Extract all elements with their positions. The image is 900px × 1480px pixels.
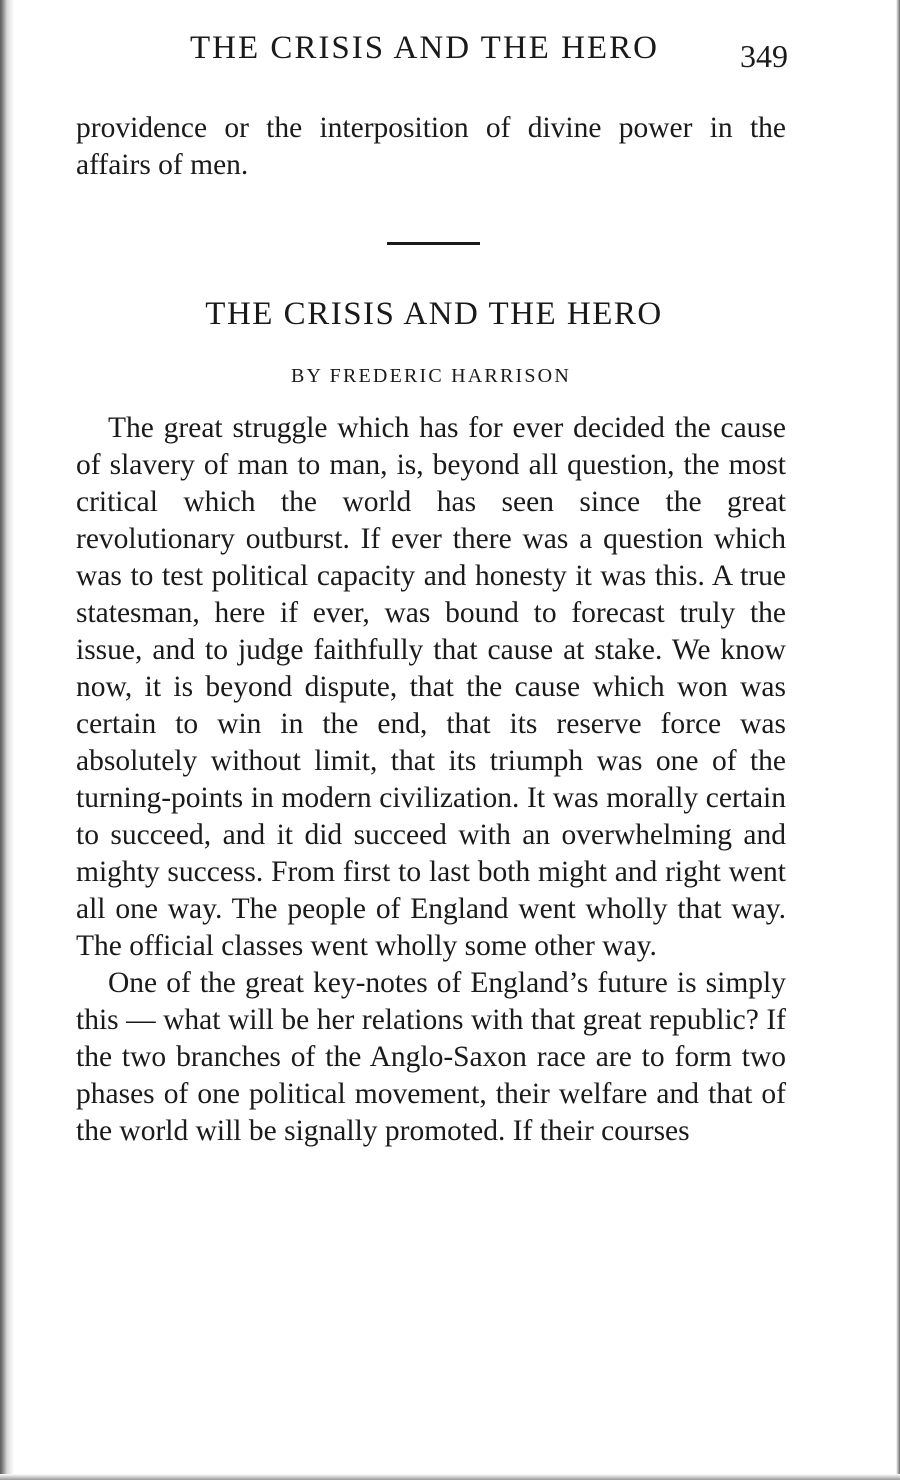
section-divider (387, 242, 480, 245)
scan-bottom-edge (0, 1474, 900, 1480)
scan-right-edge (896, 0, 900, 1480)
page-number: 349 (740, 38, 788, 74)
paragraph: One of the great key-notes of England’s future is simply this — what will be her relations with that great republic? If the two branches of the Anglo-Saxon race are to form two phases of one political movement, their welfare and that of the world will be signally promoted. If their courses (76, 967, 786, 1147)
article-body (76, 410, 786, 1150)
article-title: THE CRISIS AND THE HERO (205, 296, 663, 332)
article-byline: BY FREDERIC HARRISON (291, 365, 571, 387)
continuation-text: providence or the interposition of divine power in the affairs of men. (76, 112, 786, 181)
running-head: THE CRISIS AND THE HERO (190, 30, 659, 66)
scan-left-edge (0, 0, 14, 1480)
paragraph: The great struggle which has for ever decided the cause of slavery of man to man, is, beyond all question, the most critical which the world has seen since the great revolutionary outburst. If ever there was a question which was to test political capacity and honesty it was this. A true statesman, here if ever, was bound to forecast truly the issue, and to judge faithfully that cause at stake. We know now, it is beyond dispute, that the cause which won was certain to win in the end, that its reserve force was absolutely without limit, that its triumph was one of the turning-points in modern civilization. It was morally certain to succeed, and it did succeed with an overwhelming and mighty success. From first to last both might and right went all one way. The people of England went wholly that way. The official classes went wholly some other way. (76, 412, 786, 962)
